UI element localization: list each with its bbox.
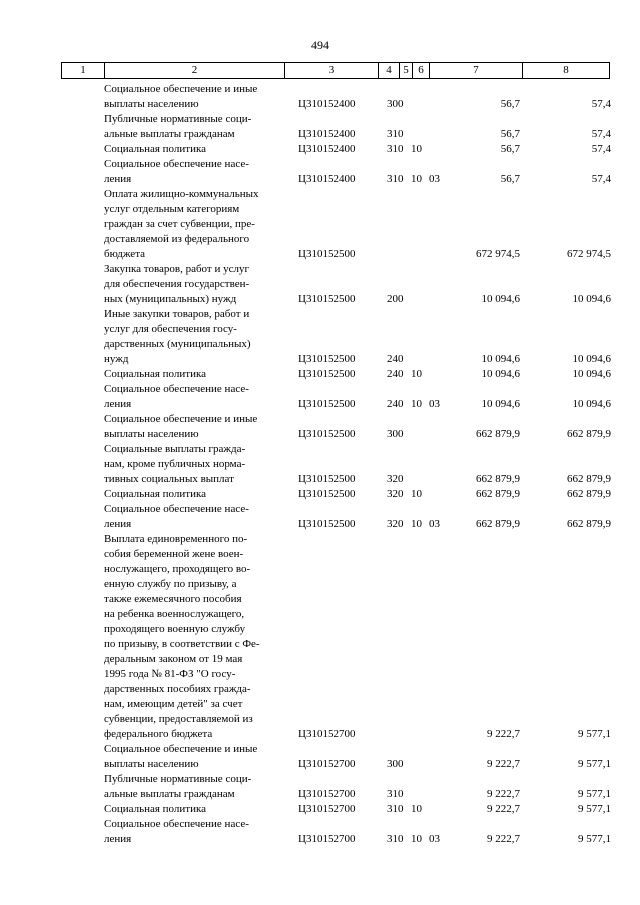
table-row <box>0 262 640 307</box>
description-line: Социальное обеспечение насе- <box>104 383 249 395</box>
target-article-code: Ц310152400 <box>298 128 356 140</box>
row-description <box>104 382 278 412</box>
amount-year-1: 56,7 <box>500 128 520 140</box>
description-line: выплаты населению <box>104 758 199 770</box>
description-line: Социальная политика <box>104 803 207 815</box>
expense-type-code: 200 <box>387 293 404 305</box>
expense-type-code: 310 <box>387 128 404 140</box>
description-line: граждан за счет субвенции, пре- <box>104 218 255 230</box>
description-line: федерального бюджета <box>104 728 213 740</box>
description-line: доставляемой из федерального <box>104 233 250 245</box>
table-row <box>0 382 640 412</box>
target-article-code: Ц310152700 <box>298 803 356 815</box>
row-description <box>104 157 278 187</box>
target-article-code: Ц310152700 <box>298 833 356 845</box>
description-line: 1995 года № 81-ФЗ "О госу- <box>104 668 236 680</box>
row-description <box>104 442 278 487</box>
amount-year-1: 9 222,7 <box>487 803 520 815</box>
amount-year-2: 57,4 <box>591 143 611 155</box>
subsection-code: 03 <box>429 518 440 530</box>
amount-year-2: 9 577,1 <box>578 728 611 740</box>
description-line: Социальное обеспечение насе- <box>104 818 249 830</box>
table-row <box>0 532 640 742</box>
amount-year-2: 9 577,1 <box>578 803 611 815</box>
header-col-3: 3 <box>285 63 379 78</box>
amount-year-2: 9 577,1 <box>578 833 611 845</box>
description-line: на ребенка военнослужащего, <box>104 608 245 620</box>
description-line: Закупка товаров, работ и услуг <box>104 263 249 275</box>
target-article-code: Ц310152500 <box>298 488 356 500</box>
section-code: 10 <box>411 398 422 410</box>
description-line: проходящего военную службу <box>104 623 246 635</box>
section-code: 10 <box>411 143 422 155</box>
expense-type-code: 240 <box>387 398 404 410</box>
description-line: дарственных (муниципальных) <box>104 338 251 350</box>
table-row <box>0 502 640 532</box>
description-line: енную службу по призыву, а <box>104 578 237 590</box>
description-line: бюджета <box>104 248 146 260</box>
expense-type-code: 240 <box>387 368 404 380</box>
target-article-code: Ц310152700 <box>298 728 356 740</box>
amount-year-1: 56,7 <box>500 143 520 155</box>
expense-type-code: 310 <box>387 803 404 815</box>
description-line: нам, кроме публичных норма- <box>104 458 246 470</box>
page-number: 494 <box>311 38 329 52</box>
table-row <box>0 82 640 112</box>
amount-year-1: 662 879,9 <box>476 518 520 530</box>
row-description <box>104 367 278 382</box>
expense-type-code: 320 <box>387 518 404 530</box>
expense-type-code: 310 <box>387 788 404 800</box>
target-article-code: Ц310152500 <box>298 293 356 305</box>
section-code: 10 <box>411 803 422 815</box>
description-line: Социальная политика <box>104 488 207 500</box>
target-article-code: Ц310152500 <box>298 473 356 485</box>
description-line: ления <box>104 398 132 410</box>
header-col-4: 4 <box>379 63 400 78</box>
expense-type-code: 320 <box>387 473 404 485</box>
table-header <box>61 62 610 79</box>
amount-year-1: 9 222,7 <box>487 758 520 770</box>
header-col-6: 6 <box>413 63 430 78</box>
amount-year-1: 10 094,6 <box>481 353 520 365</box>
row-description <box>104 187 278 262</box>
description-line: Социальное обеспечение и иные <box>104 743 258 755</box>
expense-type-code: 310 <box>387 173 404 185</box>
table-body <box>0 82 640 847</box>
description-line: Публичные нормативные соци- <box>104 113 252 125</box>
description-line: также ежемесячного пособия <box>104 593 242 605</box>
description-line: по призыву, в соответствии с Фе- <box>104 638 260 650</box>
amount-year-1: 662 879,9 <box>476 473 520 485</box>
row-description <box>104 742 278 772</box>
amount-year-1: 662 879,9 <box>476 488 520 500</box>
description-line: альные выплаты гражданам <box>104 788 235 800</box>
subsection-code: 03 <box>429 833 440 845</box>
table-row <box>0 487 640 502</box>
target-article-code: Ц310152400 <box>298 98 356 110</box>
target-article-code: Ц310152700 <box>298 758 356 770</box>
row-description <box>104 112 278 142</box>
expense-type-code: 300 <box>387 758 404 770</box>
amount-year-2: 662 879,9 <box>567 428 611 440</box>
description-line: ления <box>104 833 132 845</box>
expense-type-code: 300 <box>387 428 404 440</box>
section-code: 10 <box>411 833 422 845</box>
description-line: услуг отдельным категориям <box>104 203 240 215</box>
description-line: Социальная политика <box>104 143 207 155</box>
description-line: Оплата жилищно-коммунальных <box>104 188 259 200</box>
amount-year-1: 672 974,5 <box>476 248 520 260</box>
section-code: 10 <box>411 518 422 530</box>
description-line: деральным законом от 19 мая <box>104 653 243 665</box>
description-line: нужд <box>104 353 129 365</box>
amount-year-2: 10 094,6 <box>572 398 611 410</box>
amount-year-1: 10 094,6 <box>481 368 520 380</box>
expense-type-code: 240 <box>387 353 404 365</box>
table-row <box>0 187 640 262</box>
table-row <box>0 142 640 157</box>
table-row <box>0 157 640 187</box>
expense-type-code: 320 <box>387 488 404 500</box>
row-description <box>104 262 278 307</box>
amount-year-2: 10 094,6 <box>572 353 611 365</box>
target-article-code: Ц310152500 <box>298 368 356 380</box>
target-article-code: Ц310152500 <box>298 428 356 440</box>
table-row <box>0 742 640 772</box>
row-description <box>104 487 278 502</box>
amount-year-2: 662 879,9 <box>567 473 611 485</box>
amount-year-2: 10 094,6 <box>572 293 611 305</box>
section-code: 10 <box>411 488 422 500</box>
amount-year-2: 10 094,6 <box>572 368 611 380</box>
description-line: для обеспечения государствен- <box>104 278 250 290</box>
subsection-code: 03 <box>429 398 440 410</box>
table-row <box>0 412 640 442</box>
target-article-code: Ц310152400 <box>298 173 356 185</box>
row-description <box>104 532 278 742</box>
row-description <box>104 817 278 847</box>
description-line: Иные закупки товаров, работ и <box>104 308 250 320</box>
target-article-code: Ц310152400 <box>298 143 356 155</box>
description-line: собия беременной жене воен- <box>104 548 244 560</box>
table-row <box>0 112 640 142</box>
amount-year-2: 9 577,1 <box>578 758 611 770</box>
table-row <box>0 442 640 487</box>
amount-year-2: 57,4 <box>591 98 611 110</box>
description-line: альные выплаты гражданам <box>104 128 235 140</box>
description-line: Выплата единовременного по- <box>104 533 248 545</box>
section-code: 10 <box>411 368 422 380</box>
header-col-2: 2 <box>105 63 285 78</box>
expense-type-code: 310 <box>387 833 404 845</box>
description-line: субвенции, предоставляемой из <box>104 713 253 725</box>
amount-year-2: 672 974,5 <box>567 248 611 260</box>
amount-year-1: 10 094,6 <box>481 293 520 305</box>
header-col-5: 5 <box>400 63 413 78</box>
header-col-8: 8 <box>563 64 569 76</box>
target-article-code: Ц310152500 <box>298 353 356 365</box>
description-line: ления <box>104 173 132 185</box>
row-description <box>104 502 278 532</box>
amount-year-2: 662 879,9 <box>567 488 611 500</box>
description-line: услуг для обеспечения госу- <box>104 323 237 335</box>
table-row <box>0 307 640 367</box>
description-line: ления <box>104 518 132 530</box>
subsection-code: 03 <box>429 173 440 185</box>
row-description <box>104 772 278 802</box>
amount-year-2: 9 577,1 <box>578 788 611 800</box>
description-line: Социальное обеспечение насе- <box>104 503 249 515</box>
description-line: выплаты населению <box>104 428 199 440</box>
target-article-code: Ц310152500 <box>298 518 356 530</box>
expense-type-code: 310 <box>387 143 404 155</box>
expense-type-code: 300 <box>387 98 404 110</box>
amount-year-1: 662 879,9 <box>476 428 520 440</box>
description-line: Социальное обеспечение насе- <box>104 158 249 170</box>
amount-year-1: 56,7 <box>500 98 520 110</box>
target-article-code: Ц310152500 <box>298 248 356 260</box>
amount-year-2: 57,4 <box>591 128 611 140</box>
table-row <box>0 772 640 802</box>
description-line: выплаты населению <box>104 98 199 110</box>
row-description <box>104 802 278 817</box>
amount-year-1: 10 094,6 <box>481 398 520 410</box>
description-line: Социальная политика <box>104 368 207 380</box>
description-line: Социальное обеспечение и иные <box>104 83 258 95</box>
description-line: тивных социальных выплат <box>104 473 234 485</box>
amount-year-1: 9 222,7 <box>487 833 520 845</box>
row-description <box>104 307 278 367</box>
table-row <box>0 367 640 382</box>
header-col-1: 1 <box>62 63 105 78</box>
target-article-code: Ц310152500 <box>298 398 356 410</box>
description-line: нам, имеющим детей" за счет <box>104 698 243 710</box>
table-row <box>0 817 640 847</box>
amount-year-1: 9 222,7 <box>487 728 520 740</box>
description-line: дарственных пособиях гражда- <box>104 683 251 695</box>
target-article-code: Ц310152700 <box>298 788 356 800</box>
section-code: 10 <box>411 173 422 185</box>
amount-year-1: 9 222,7 <box>487 788 520 800</box>
amount-year-2: 662 879,9 <box>567 518 611 530</box>
amount-year-2: 57,4 <box>591 173 611 185</box>
description-line: нослужащего, проходящего во- <box>104 563 251 575</box>
table-row <box>0 802 640 817</box>
description-line: Социальные выплаты гражда- <box>104 443 246 455</box>
description-line: Публичные нормативные соци- <box>104 773 252 785</box>
row-description <box>104 82 278 112</box>
header-col-7: 7 <box>430 63 523 78</box>
description-line: Социальное обеспечение и иные <box>104 413 258 425</box>
row-description <box>104 412 278 442</box>
row-description <box>104 142 278 157</box>
description-line: ных (муниципальных) нужд <box>104 293 237 305</box>
amount-year-1: 56,7 <box>500 173 520 185</box>
